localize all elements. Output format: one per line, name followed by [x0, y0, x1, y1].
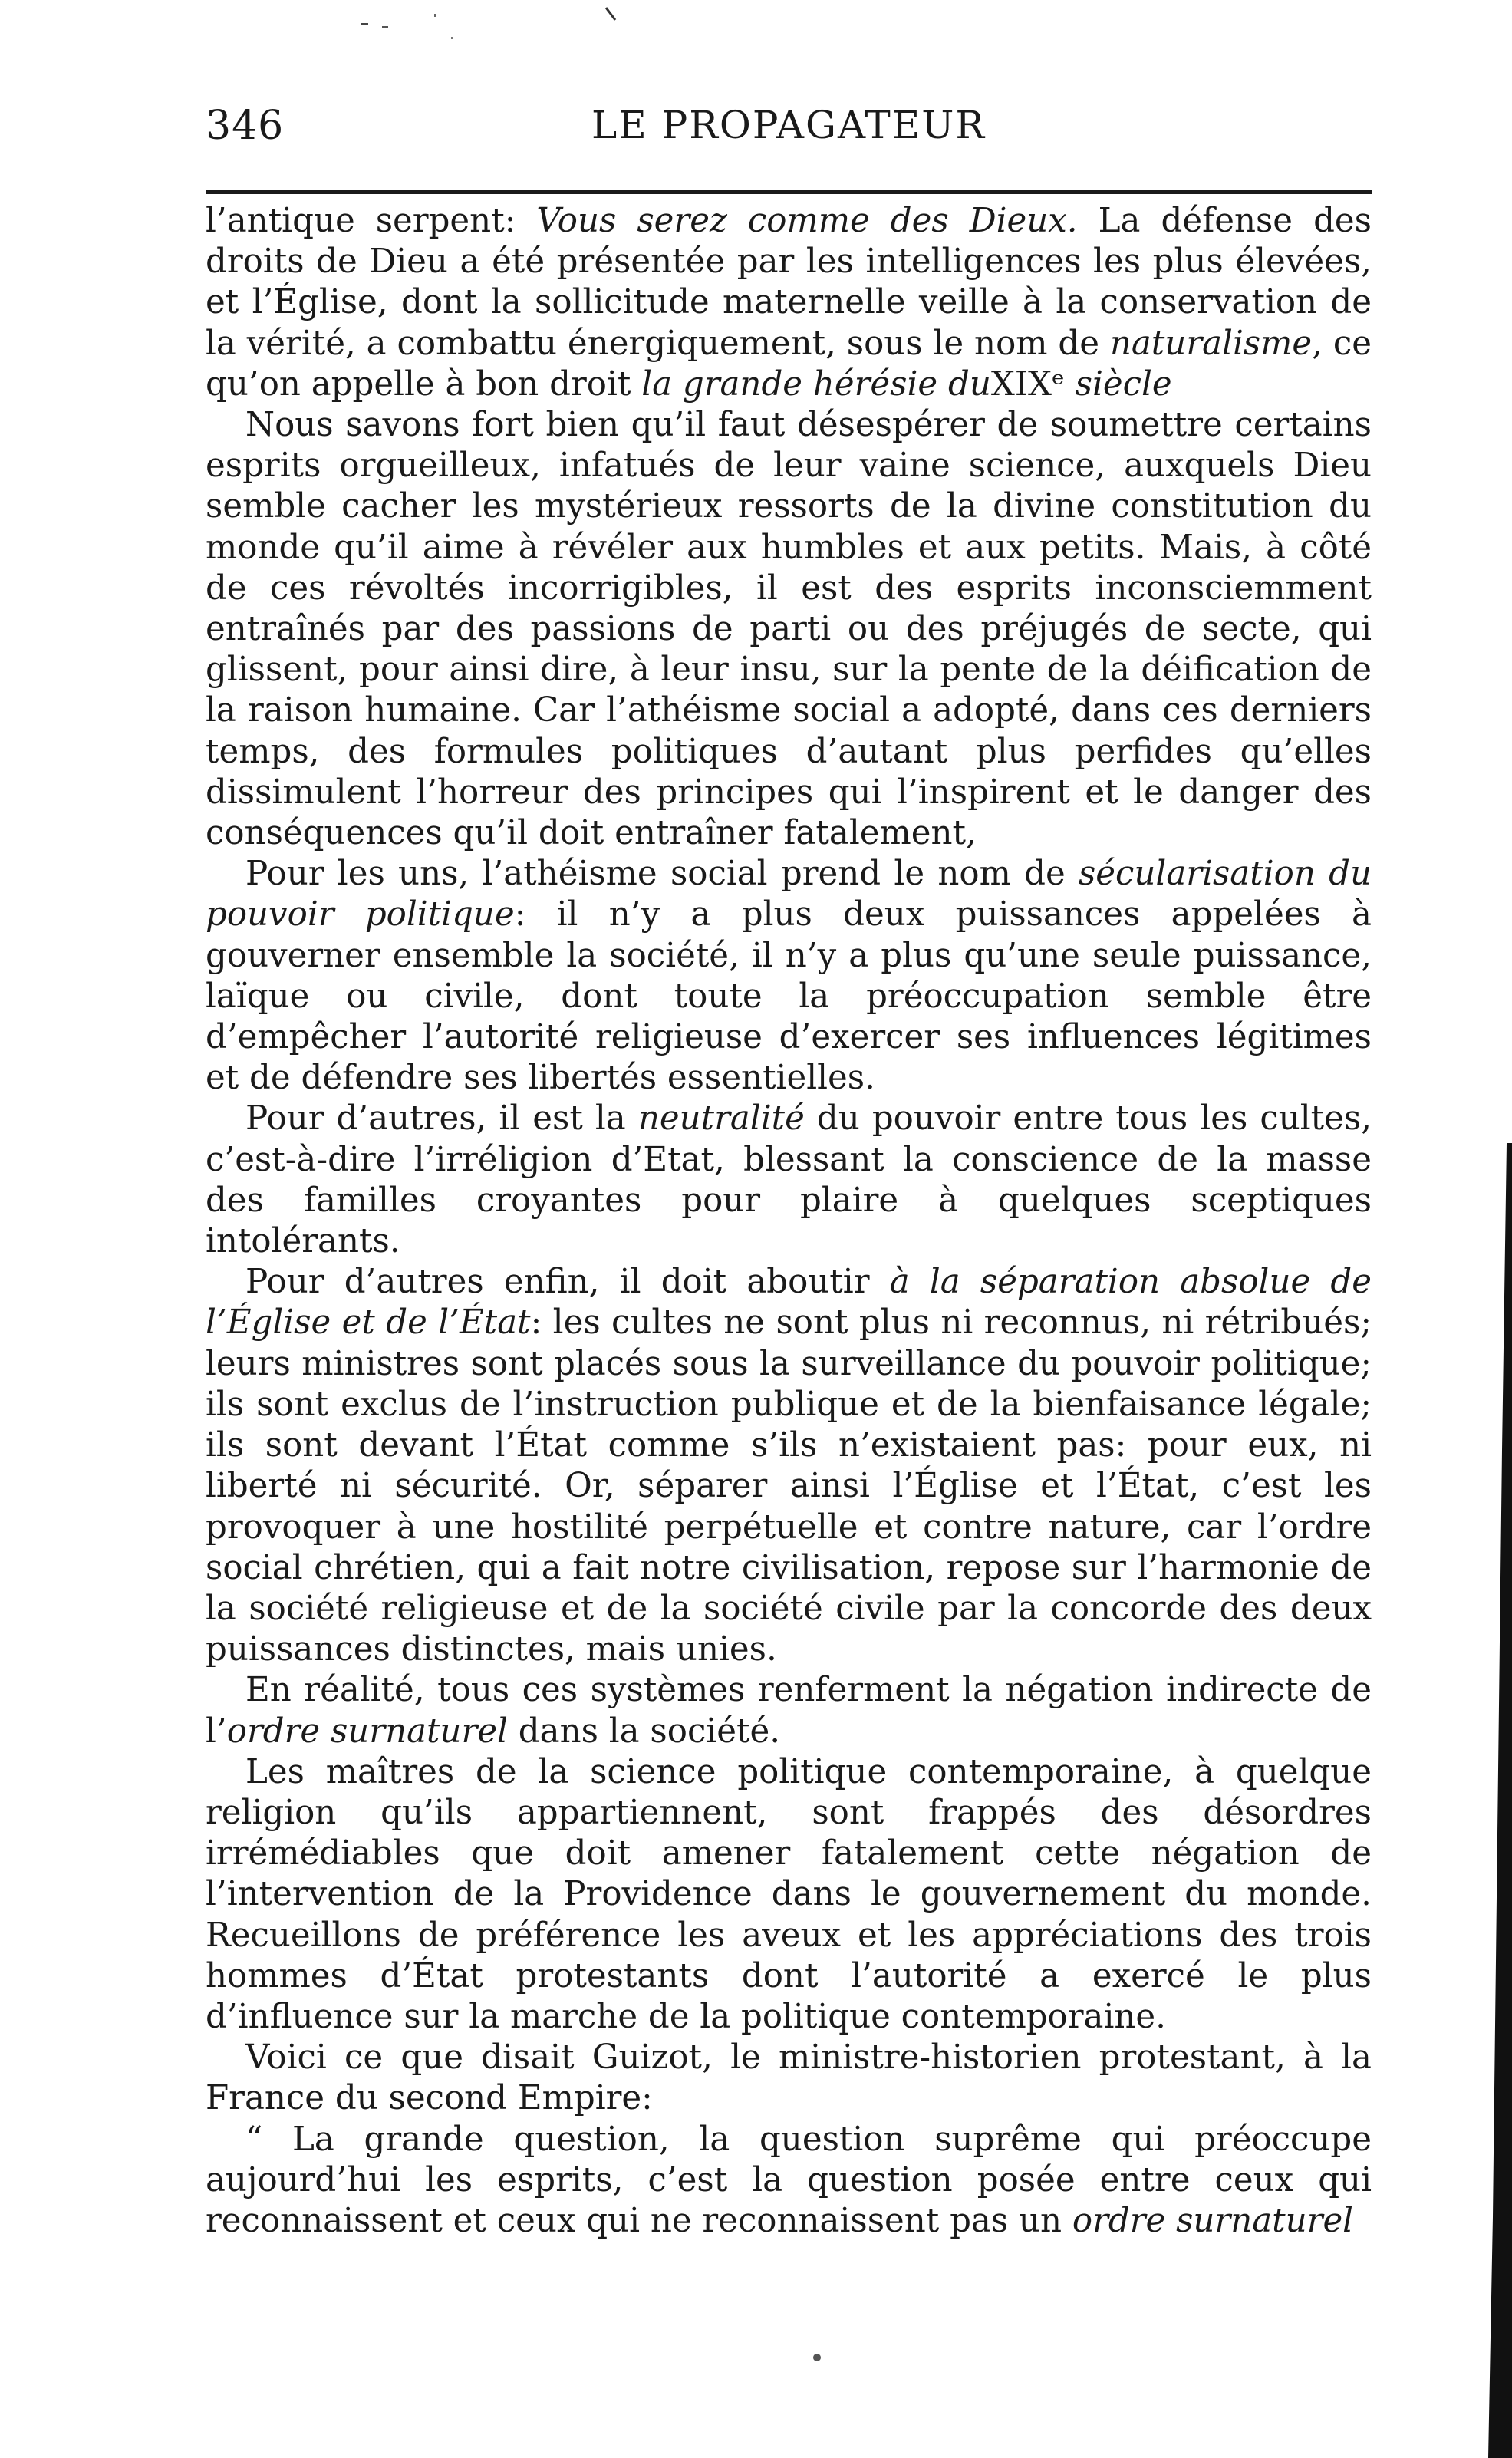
italic-text: ordre surnaturel: [226, 1712, 508, 1751]
page-number: 346: [206, 103, 285, 149]
paragraph: [206, 2120, 1372, 2242]
text-run: En réalité, tous ces systèmes renferment la négation indirecte de l’: [206, 1671, 1372, 1751]
header-rule: [206, 190, 1372, 194]
text-run: Pour d’autres, il est la: [245, 1099, 638, 1138]
text-run: du pouvoir entre tous les cultes, c’est-à-dire l’irréligion d’Etat, blessant la conscience de la masse des familles croyantes pour plaire à quelques sceptiques intolérants.: [206, 1099, 1372, 1261]
text-run: “ La grande question, la question suprême qui préoccupe aujourd’hui les esprits, c’est la question posée entre ceux qui reconnaissent et ceux qui ne reconnaissent pas un: [206, 2120, 1372, 2240]
text-run: : les cultes ne sont plus ni reconnus, ni rétribués; leurs ministres sont placés sous la surveillance du pouvoir politique; ils sont exclus de l’instruction publique et de la bienfaisance légale; ils sont devant l’État comme s’ils n’existaient pas: pour eux, ni liberté ni sécurité. Or, séparer ainsi l’Église et l’État, c’est les provoquer à une hostilité perpétuelle et contre nature, car l’ordre social chrétien, qui a fait notre civilisation, repose sur l’harmonie de la société religieuse et de la société civile par la concorde des deux puissances distinctes, mais unies.: [206, 1303, 1372, 1669]
text-run: La défense des droits de Dieu a été présentée par les intelligences les plus élevées, et l’Église, dont la sollicitude maternelle veille à la conservation de la vérité, a combattu énergiquement, sous le nom de: [206, 202, 1372, 363]
italic-text: ordre surnaturel: [1072, 2201, 1354, 2240]
page-header: [206, 98, 1372, 160]
paragraph: [206, 2038, 1372, 2119]
text-run: , ce qu’on appelle à bon droit: [206, 324, 1372, 404]
paragraph: [206, 201, 1372, 405]
paragraph: [206, 854, 1372, 1099]
text-run: Pour d’autres enfin, il doit aboutir: [245, 1263, 890, 1302]
paragraph: [206, 1752, 1372, 2038]
text-run: Pour les uns, l’athéisme social prend le nom de: [245, 855, 1079, 894]
italic-text: naturalisme: [1109, 324, 1313, 363]
italic-text: neutralité: [637, 1099, 805, 1138]
scan-specks: [361, 6, 621, 52]
binding-shadow: [1479, 1143, 1512, 2458]
footer-mark: [813, 2354, 821, 2361]
italic-text: Vous serez comme des Dieux.: [536, 202, 1078, 240]
italic-text: la grande hérésie du: [641, 364, 991, 404]
text-run: l’antique serpent:: [206, 202, 537, 240]
text-run: Voici ce que disait Guizot, le ministre-historien protestant, à la France du second Empire:: [206, 2038, 1372, 2118]
body-text: [206, 201, 1372, 2242]
italic-text: siècle: [1064, 364, 1172, 404]
italic-text: à la séparation absolue de l’Église et de l’État: [206, 1263, 1372, 1343]
running-title: LE PROPAGATEUR: [591, 103, 986, 147]
paragraph: [206, 1099, 1372, 1262]
paragraph: [206, 1262, 1372, 1670]
text-run: Nous savons fort bien qu’il faut désespérer de soumettre certains esprits orgueilleux, infatués de leur vaine science, auxquels Dieu semble cacher les mystérieux ressorts de la divine constitution du monde qu’il aime à révéler aux humbles et aux petits. Mais, à côté de ces révoltés incorrigibles, il est des esprits inconsciemment entraînés par des passions de parti ou des préjugés de secte, qui glissent, pour ainsi dire, à leur insu, sur la pente de la déification de la raison humaine. Car l’athéisme social a adopté, dans ces derniers temps, des formules politiques d’autant plus perfides qu’elles dissimulent l’horreur des principes qui l’inspirent et le danger des conséquences qu’il doit entraîner fatalement,: [206, 406, 1372, 853]
paragraph: [206, 405, 1372, 854]
text-run: dans la société.: [507, 1712, 781, 1751]
italic-text: sécularisation du pouvoir politique: [206, 855, 1372, 934]
text-run: : il n’y a plus deux puissances appelées à gouverner ensemble la société, il n’y a plus qu’une seule puissance, laïque ou civile, dont toute la préoccupation semble être d’empêcher l’autorité religieuse d’exercer ses influences légitimes et de défendre ses libertés essentielles.: [206, 895, 1372, 1098]
paragraph: [206, 1670, 1372, 1751]
text-run: XIXᵉ: [990, 364, 1065, 404]
text-run: Les maîtres de la science politique contemporaine, à quelque religion qu’ils appartiennent, sont frappés des désordres irrémédiables que doit amener fatalement cette négation de l’intervention de la Providence dans le gouvernement du monde. Recueillons de préférence les aveux et les appréciations des trois hommes d’État protestants dont l’autorité a exercé le plus d’influence sur la marche de la politique contemporaine.: [206, 1752, 1372, 2036]
